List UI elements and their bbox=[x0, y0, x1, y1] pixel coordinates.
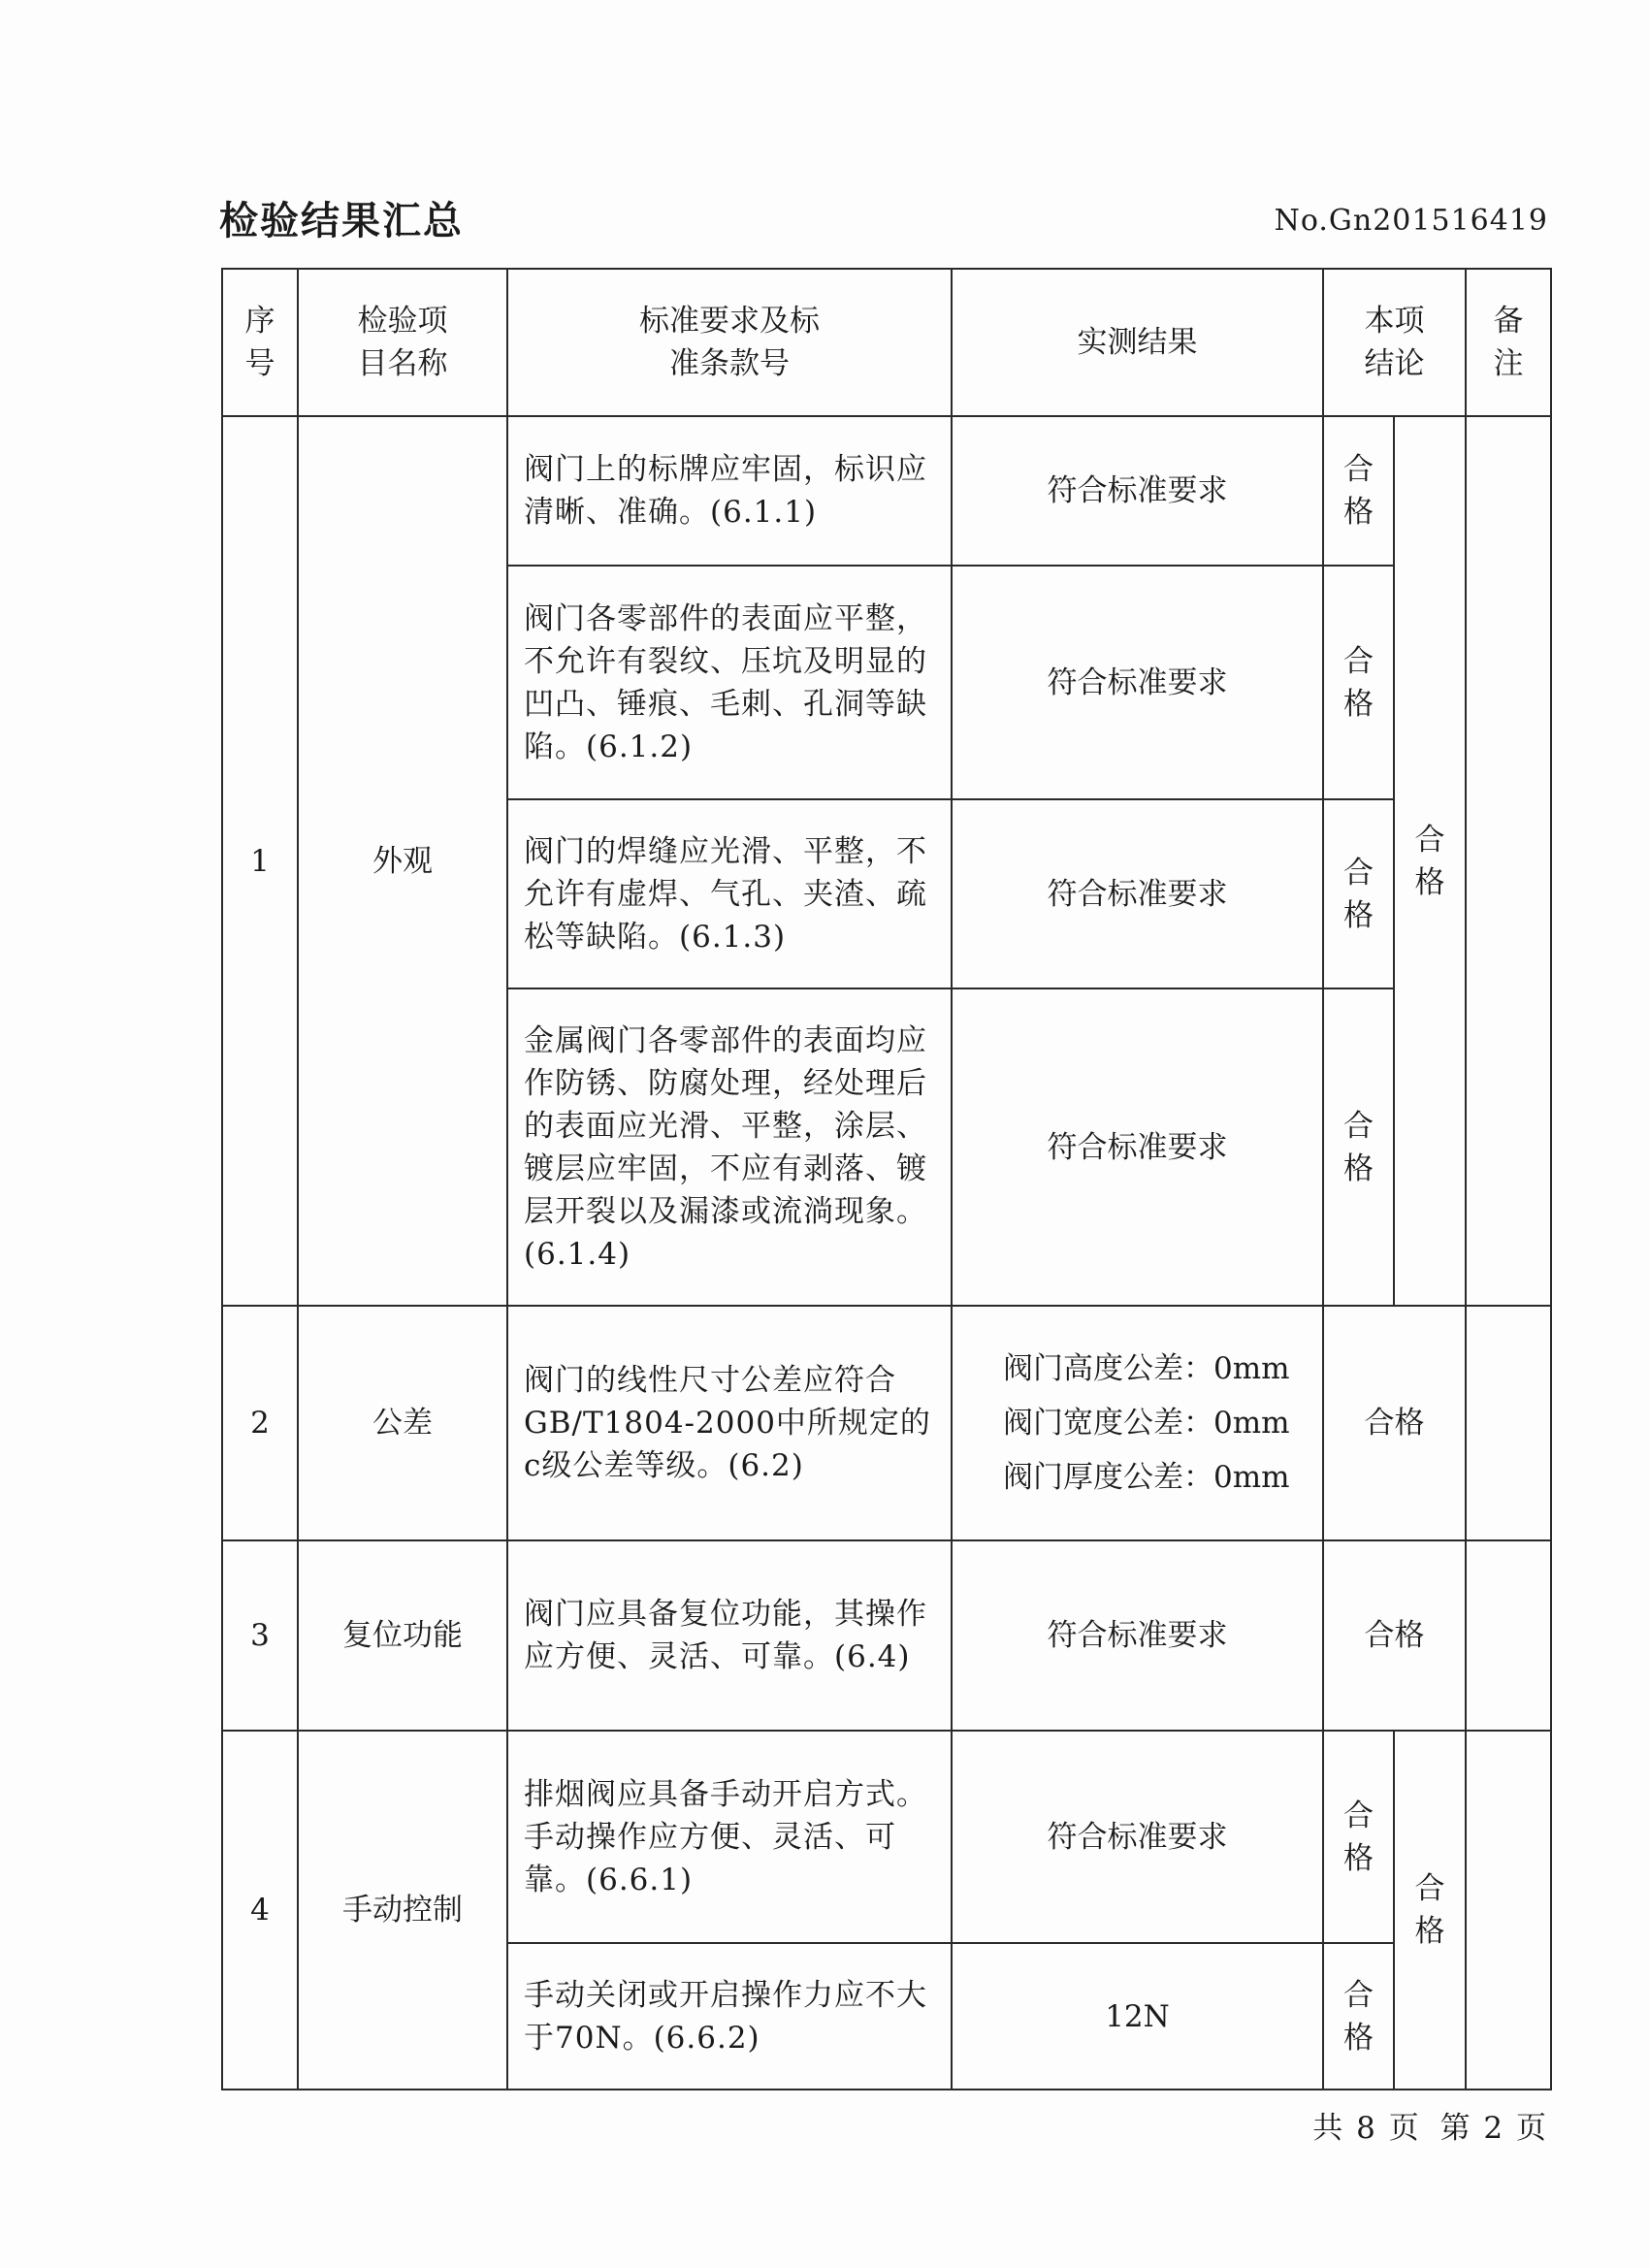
page-footer bbox=[1305, 2103, 1548, 2147]
row-2-remark bbox=[1466, 1306, 1551, 1540]
row-1-remark bbox=[1466, 416, 1551, 1306]
row-2-requirement: 阀门的线性尺寸公差应符合GB/T1804-2000中所规定的c级公差等级。(6.2) bbox=[507, 1306, 952, 1540]
row-3-requirement: 阀门应具备复位功能，其操作应方便、灵活、可靠。(6.4) bbox=[507, 1540, 952, 1731]
row-1-sub-3-conclusion: 合格 bbox=[1323, 799, 1394, 988]
column-header-remark: 备注 bbox=[1466, 269, 1551, 416]
row-4-item: 手动控制 bbox=[298, 1731, 507, 2090]
column-header-conclusion: 本项结论 bbox=[1323, 269, 1466, 416]
row-1-seq: 1 bbox=[222, 416, 298, 1306]
measured-line-height: 阀门高度公差：0mm bbox=[1003, 1351, 1290, 1386]
row-4-remark bbox=[1466, 1731, 1551, 2090]
row-2-measured bbox=[952, 1306, 1323, 1540]
row-4-sub-2-measured: 12N bbox=[952, 1943, 1323, 2090]
row-1-sub-2-requirement: 阀门各零部件的表面应平整，不允许有裂纹、压坑及明显的凹凸、锤痕、毛刺、孔洞等缺陷。(6.1.2) bbox=[507, 566, 952, 799]
row-1-item: 外观 bbox=[298, 416, 507, 1306]
row-4-sub-1-requirement: 排烟阀应具备手动开启方式。手动操作应方便、灵活、可靠。(6.6.1) bbox=[507, 1731, 952, 1943]
total-pages: 共 8 页 bbox=[1312, 2111, 1421, 2146]
row-3-item: 复位功能 bbox=[298, 1540, 507, 1731]
row-4-sub-1-conclusion: 合格 bbox=[1323, 1731, 1394, 1943]
page-title: 检验结果汇总 bbox=[219, 199, 464, 243]
row-1-sub-4-conclusion: 合格 bbox=[1323, 988, 1394, 1306]
table-row bbox=[222, 1540, 1551, 1731]
column-header-requirement: 标准要求及标准条款号 bbox=[507, 269, 952, 416]
row-3-remark bbox=[1466, 1540, 1551, 1731]
table-row bbox=[222, 416, 1551, 566]
row-2-conclusion: 合格 bbox=[1323, 1306, 1466, 1540]
row-1-sub-3-requirement: 阀门的焊缝应光滑、平整，不允许有虚焊、气孔、夹渣、疏松等缺陷。(6.1.3) bbox=[507, 799, 952, 988]
column-header-item: 检验项目名称 bbox=[298, 269, 507, 416]
report-number: No.Gn201516419 bbox=[1274, 204, 1548, 238]
row-1-sub-2-measured: 符合标准要求 bbox=[952, 566, 1323, 799]
row-1-sub-4-requirement: 金属阀门各零部件的表面均应作防锈、防腐处理，经处理后的表面应光滑、平整，涂层、镀层应牢固，不应有剥落、镀层开裂以及漏漆或流淌现象。(6.1.4) bbox=[507, 988, 952, 1306]
row-3-seq: 3 bbox=[222, 1540, 298, 1731]
row-1-sub-1-measured: 符合标准要求 bbox=[952, 416, 1323, 566]
row-1-overall-conclusion: 合格 bbox=[1394, 416, 1466, 1306]
table-header-row bbox=[222, 269, 1551, 416]
row-4-overall-conclusion: 合格 bbox=[1394, 1731, 1466, 2090]
row-1-sub-1-conclusion: 合格 bbox=[1323, 416, 1394, 566]
row-4-seq: 4 bbox=[222, 1731, 298, 2090]
row-4-sub-2-requirement: 手动关闭或开启操作力应不大于70N。(6.6.2) bbox=[507, 1943, 952, 2090]
row-1-sub-4-measured: 符合标准要求 bbox=[952, 988, 1323, 1306]
row-1-sub-2-conclusion: 合格 bbox=[1323, 566, 1394, 799]
row-2-seq: 2 bbox=[222, 1306, 298, 1540]
row-1-sub-1-requirement: 阀门上的标牌应牢固，标识应清晰、准确。(6.1.1) bbox=[507, 416, 952, 566]
row-3-conclusion: 合格 bbox=[1323, 1540, 1466, 1731]
row-2-item: 公差 bbox=[298, 1306, 507, 1540]
inspection-summary-table bbox=[221, 268, 1552, 2090]
row-1-sub-3-measured: 符合标准要求 bbox=[952, 799, 1323, 988]
row-4-sub-2-conclusion: 合格 bbox=[1323, 1943, 1394, 2090]
measured-line-width: 阀门宽度公差：0mm bbox=[1003, 1406, 1290, 1441]
row-3-measured: 符合标准要求 bbox=[952, 1540, 1323, 1731]
table-row bbox=[222, 1731, 1551, 1943]
column-header-seq: 序号 bbox=[222, 269, 298, 416]
column-header-measured: 实测结果 bbox=[952, 269, 1323, 416]
current-page: 第 2 页 bbox=[1439, 2111, 1548, 2146]
row-4-sub-1-measured: 符合标准要求 bbox=[952, 1731, 1323, 1943]
table-row bbox=[222, 1306, 1551, 1540]
measured-line-thickness: 阀门厚度公差：0mm bbox=[1003, 1460, 1290, 1495]
